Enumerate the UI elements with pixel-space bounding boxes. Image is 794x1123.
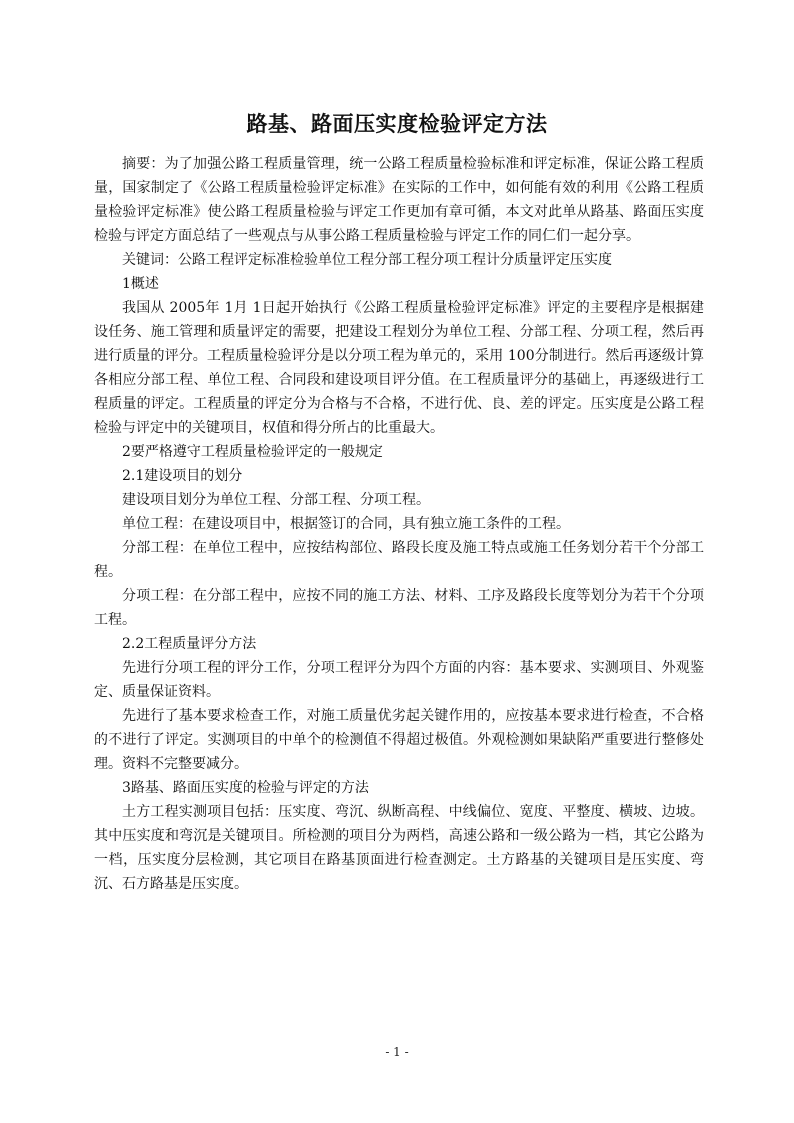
body-paragraph: 分项工程：在分部工程中，应按不同的施工方法、材料、工序及路段长度等划分为若干个分项工程。 (94, 588, 704, 628)
body-paragraph: 土方工程实测项目包括：压实度、弯沉、纵断高程、中线偏位、宽度、平整度、横坡、边坡。其中压实度和弯沉是关键项目。所检测的项目分为两档，高速公路和一级公路为一档，其它公路为一档，压实度分层检测，其它项目在路基顶面进行检查测定。土方路基的关键项目是压实度、弯沉、石方路基是压实度。 (94, 804, 704, 892)
subsection-heading-2-2: 2.2工程质量评分方法 (122, 636, 257, 652)
body-paragraph: 单位工程：在建设项目中，根据签订的合同，具有独立施工条件的工程。 (122, 516, 570, 532)
body-paragraph: 我国从 2005年 1月 1日起开始执行《公路工程质量检验评定标准》评定的主要程序是根据建设任务、施工管理和质量评定的需要，把建设工程划分为单位工程、分部工程、分项工程，然后再进行质量的评分。工程质量检验评分是以分项工程为单元的，采用 100分制进行。然后再逐级计算各相应分部工程、单位工程、合同段和建设项目评分值。在工程质量评分的基础上，再逐级进行工程质量的评定。工程质量的评定分为合格与不合格，不进行优、良、差的评定。压实度是公路工程检验与评定中的关键项目，权值和得分所占的比重最大。 (94, 300, 704, 436)
subsection-heading-2-1: 2.1建设项目的划分 (122, 468, 243, 484)
section-heading-1: 1概述 (122, 276, 159, 292)
abstract-paragraph: 摘要：为了加强公路工程质量管理，统一公路工程质量检验标准和评定标准，保证公路工程质量，国家制定了《公路工程质量检验评定标准》在实际的工作中，如何能有效的利用《公路工程质量检验评定标准》使公路工程质量检验与评定工作更加有章可循，本文对此单从路基、路面压实度检验与评定方面总结了一些观点与从事公路工程质量检验与评定工作的同仁们一起分享。 (94, 156, 704, 244)
body-paragraph: 建设项目划分为单位工程、分部工程、分项工程。 (122, 492, 430, 508)
body-paragraph: 先进行分项工程的评分工作，分项工程评分为四个方面的内容：基本要求、实测项目、外观鉴定、质量保证资料。 (94, 660, 704, 700)
section-heading-3: 3路基、路面压实度的检验与评定的方法 (122, 780, 369, 796)
body-paragraph: 分部工程：在单位工程中，应按结构部位、路段长度及施工特点或施工任务划分若干个分部工程。 (94, 540, 704, 580)
body-paragraph: 先进行了基本要求检查工作，对施工质量优劣起关键作用的，应按基本要求进行检查，不合格的不进行了评定。实测项目的中单个的检测值不得超过极值。外观检测如果缺陷严重要进行整修处理。资料不完整要减分。 (94, 708, 704, 772)
page-number: - 1 - (385, 1045, 409, 1059)
keywords-paragraph: 关键词：公路工程评定标准检验单位工程分部工程分项工程计分质量评定压实度 (122, 252, 612, 268)
document-body (94, 152, 704, 896)
document-title: 路基、路面压实度检验评定方法 (246, 112, 548, 136)
section-heading-2: 2要严格遵守工程质量检验评定的一般规定 (122, 444, 383, 460)
